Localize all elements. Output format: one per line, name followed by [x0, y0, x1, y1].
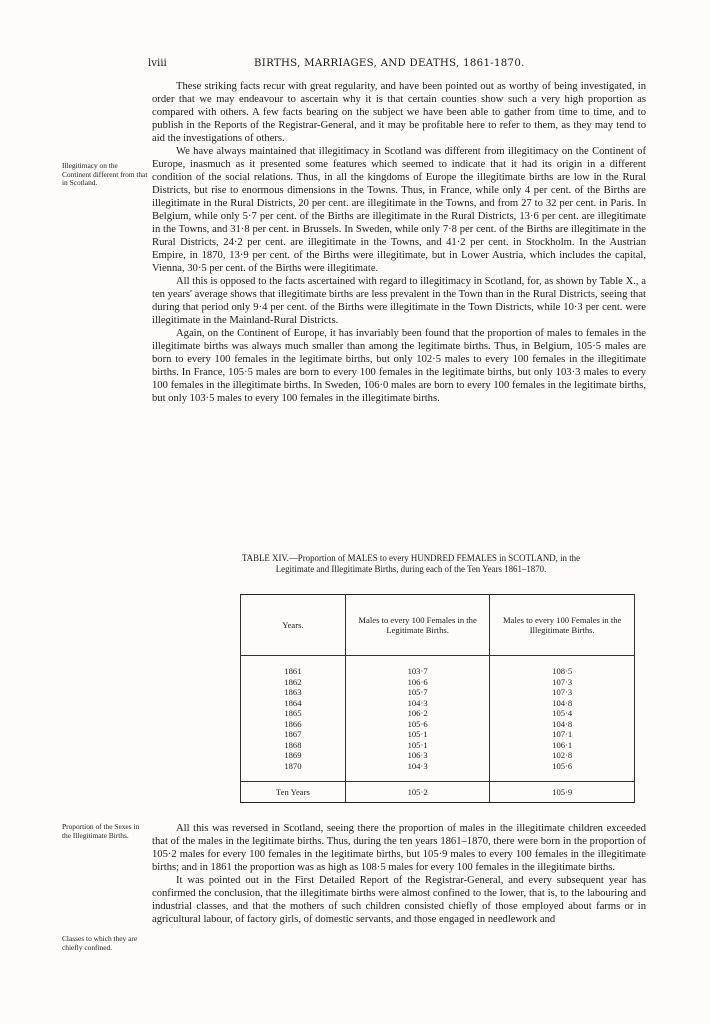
table-header-row: [241, 595, 635, 656]
table-row: [241, 729, 635, 740]
cell-year: 1865: [241, 708, 346, 719]
cell-illegitimate: 107·1: [490, 729, 635, 740]
cell-legitimate: 105·1: [345, 740, 490, 751]
cell-legitimate: 105·6: [345, 719, 490, 730]
paragraph-6: It was pointed out in the First Detailed Report of the Registrar-General, and every subsequent year has confirmed the conclusion, that the illegitimate births were almost confined to the lower, that is, to the labouring and industrial classes, and that the mothers of such children consisted chiefly of those employed about farms or in agricultural labour, of factory girls, of domestic servants, and those engaged in needlework and: [152, 875, 646, 925]
cell-total-label: Ten Years: [241, 782, 346, 803]
paragraph-4: Again, on the Continent of Europe, it has invariably been found that the proportion of males to females in the illegitimate births was always much smaller than among the legitimate births. Thus, in Belgium, 105·5 males are born to every 100 females in the legitimate births, but only 102·5 males to every 100 females in the illegitimate births. In France, 105·5 males are born to every 100 females in the legitimate births, but only 103·3 males to every 100 females in the illegitimate births. In Sweden, 106·0 males are born to every 100 females in the legitimate births, but only 103·5 males to every 100 females in the illegitimate births.: [152, 328, 646, 404]
paragraph-1: These striking facts recur with great regularity, and have been pointed out as worthy of being investigated, in order that we may endeavour to ascertain why it is that certain counties show such a very high proportion as compared with others. A few facts bearing on the subject we have been able to gather from time to time, and to publish in the Reports of the Registrar-General, and it may be profitable here to refer to them, as they may tend to aid the investigations of others.: [152, 81, 646, 144]
table-caption-line-2: Legitimate and Illegitimate Births, during each of the Ten Years 1861–1870.: [275, 564, 547, 574]
table-row: [241, 687, 635, 698]
running-title: BIRTHS, MARRIAGES, AND DEATHS, 1861-1870.: [254, 58, 525, 69]
cell-legitimate: 106·6: [345, 677, 490, 688]
cell-legitimate: 105·1: [345, 729, 490, 740]
cell-year: 1861: [241, 666, 346, 677]
table-caption: [172, 553, 650, 575]
cell-legitimate: 106·3: [345, 750, 490, 761]
text-block-top: [152, 80, 646, 405]
cell-illegitimate: 102·8: [490, 750, 635, 761]
table-row: [241, 740, 635, 751]
text-block-bottom: [152, 822, 646, 926]
table-row: [241, 708, 635, 719]
cell-legitimate: 103·7: [345, 666, 490, 677]
cell-illegitimate: 105·6: [490, 761, 635, 772]
cell-year: 1869: [241, 750, 346, 761]
table-row: [241, 666, 635, 677]
sex-ratio-table: [240, 594, 635, 803]
table-row: [241, 719, 635, 730]
cell-illegitimate: 106·1: [490, 740, 635, 751]
cell-year: 1862: [241, 677, 346, 688]
cell-year: 1868: [241, 740, 346, 751]
cell-year: 1866: [241, 719, 346, 730]
cell-legitimate: 105·7: [345, 687, 490, 698]
margin-note-classes: Classes to which they are chiefly confined.: [62, 934, 138, 952]
margin-note-illegitimacy-continent: Illegitimacy on the Continent different from that in Scotland.: [62, 161, 148, 188]
table-total-row: [241, 782, 635, 803]
col-header-illegitimate: Males to every 100 Females in the Illegitimate Births.: [490, 595, 635, 656]
table-caption-line-1: TABLE XIV.—Proportion of MALES to every HUNDRED FEMALES in SCOTLAND, in the: [241, 553, 581, 563]
cell-year: 1870: [241, 761, 346, 772]
cell-illegitimate: 104·8: [490, 698, 635, 709]
cell-illegitimate: 107·3: [490, 687, 635, 698]
table-row: [241, 750, 635, 761]
col-header-legitimate: Males to every 100 Females in the Legitimate Births.: [345, 595, 490, 656]
cell-illegitimate: 108·5: [490, 666, 635, 677]
cell-illegitimate: 105·4: [490, 708, 635, 719]
table-row: [241, 677, 635, 688]
cell-year: 1867: [241, 729, 346, 740]
cell-legitimate: 104·3: [345, 698, 490, 709]
cell-legitimate: 104·3: [345, 761, 490, 772]
margin-note-sex-proportion: Proportion of the Sexes in the Illegitimate Births.: [62, 822, 140, 840]
page-number: lviii: [148, 58, 167, 69]
cell-year: 1863: [241, 687, 346, 698]
paragraph-5: All this was reversed in Scotland, seeing there the proportion of males in the illegitimate children exceeded that of the males in the legitimate births. Thus, during the ten years 1861–1870, there were born in the proportion of 105·2 males for every 100 females in the legitimate births, but 105·9 males to every 100 females in the illegitimate births; and in 1861 the proportion was as high as 108·5 males for every 100 females in the illegitimate births.: [152, 823, 646, 873]
table-row: [241, 698, 635, 709]
paragraph-2: We have always maintained that illegitimacy in Scotland was different from illegitimacy on the Continent of Europe, inasmuch as it presented some features which seemed to indicate that it had its origin in a different condition of the social relations. Thus, in all the kingdoms of Europe the illegitimate births are low in the Rural Districts, but rise to enormous dimensions in the Towns. Thus, in France, while only 4 per cent. of the Births are illegitimate in the Rural Districts, 20 per cent. are illegitimate in the Towns, and from 27 to 32 per cent. in Paris. In Belgium, while only 5·7 per cent. of the Births are illegitimate in the Rural Districts, 13·6 per cent. are illegitimate in the Towns, and 31·8 per cent. in Brussels. In Sweden, while only 7·8 per cent. of the Births are illegitimate in the Rural Districts, 24·2 per cent. are illegitimate in the Towns, and 41·2 per cent. in Stockholm. In the Austrian Empire, in 1870, 13·9 per cent. of the Births were illegitimate, but in Lower Austria, which includes the capital, Vienna, 30·5 per cent. of the Births were illegitimate.: [152, 146, 646, 274]
cell-illegitimate: 104·8: [490, 719, 635, 730]
cell-illegitimate: 107·3: [490, 677, 635, 688]
col-header-years: Years.: [241, 595, 346, 656]
cell-total-legitimate: 105·2: [345, 782, 490, 803]
cell-year: 1864: [241, 698, 346, 709]
table-row: [241, 761, 635, 772]
cell-total-illegitimate: 105·9: [490, 782, 635, 803]
paragraph-3: All this is opposed to the facts ascertained with regard to illegitimacy in Scotland, for, as shown by Table X., a ten years' average shows that illegitimate births are less prevalent in the Town than in the Rural Districts, seeing that during that period only 9·4 per cent. of the Births were illegitimate in the Town Districts, while 10·3 per cent. were illegitimate in the Mainland-Rural Districts.: [152, 276, 646, 326]
cell-legitimate: 106·2: [345, 708, 490, 719]
